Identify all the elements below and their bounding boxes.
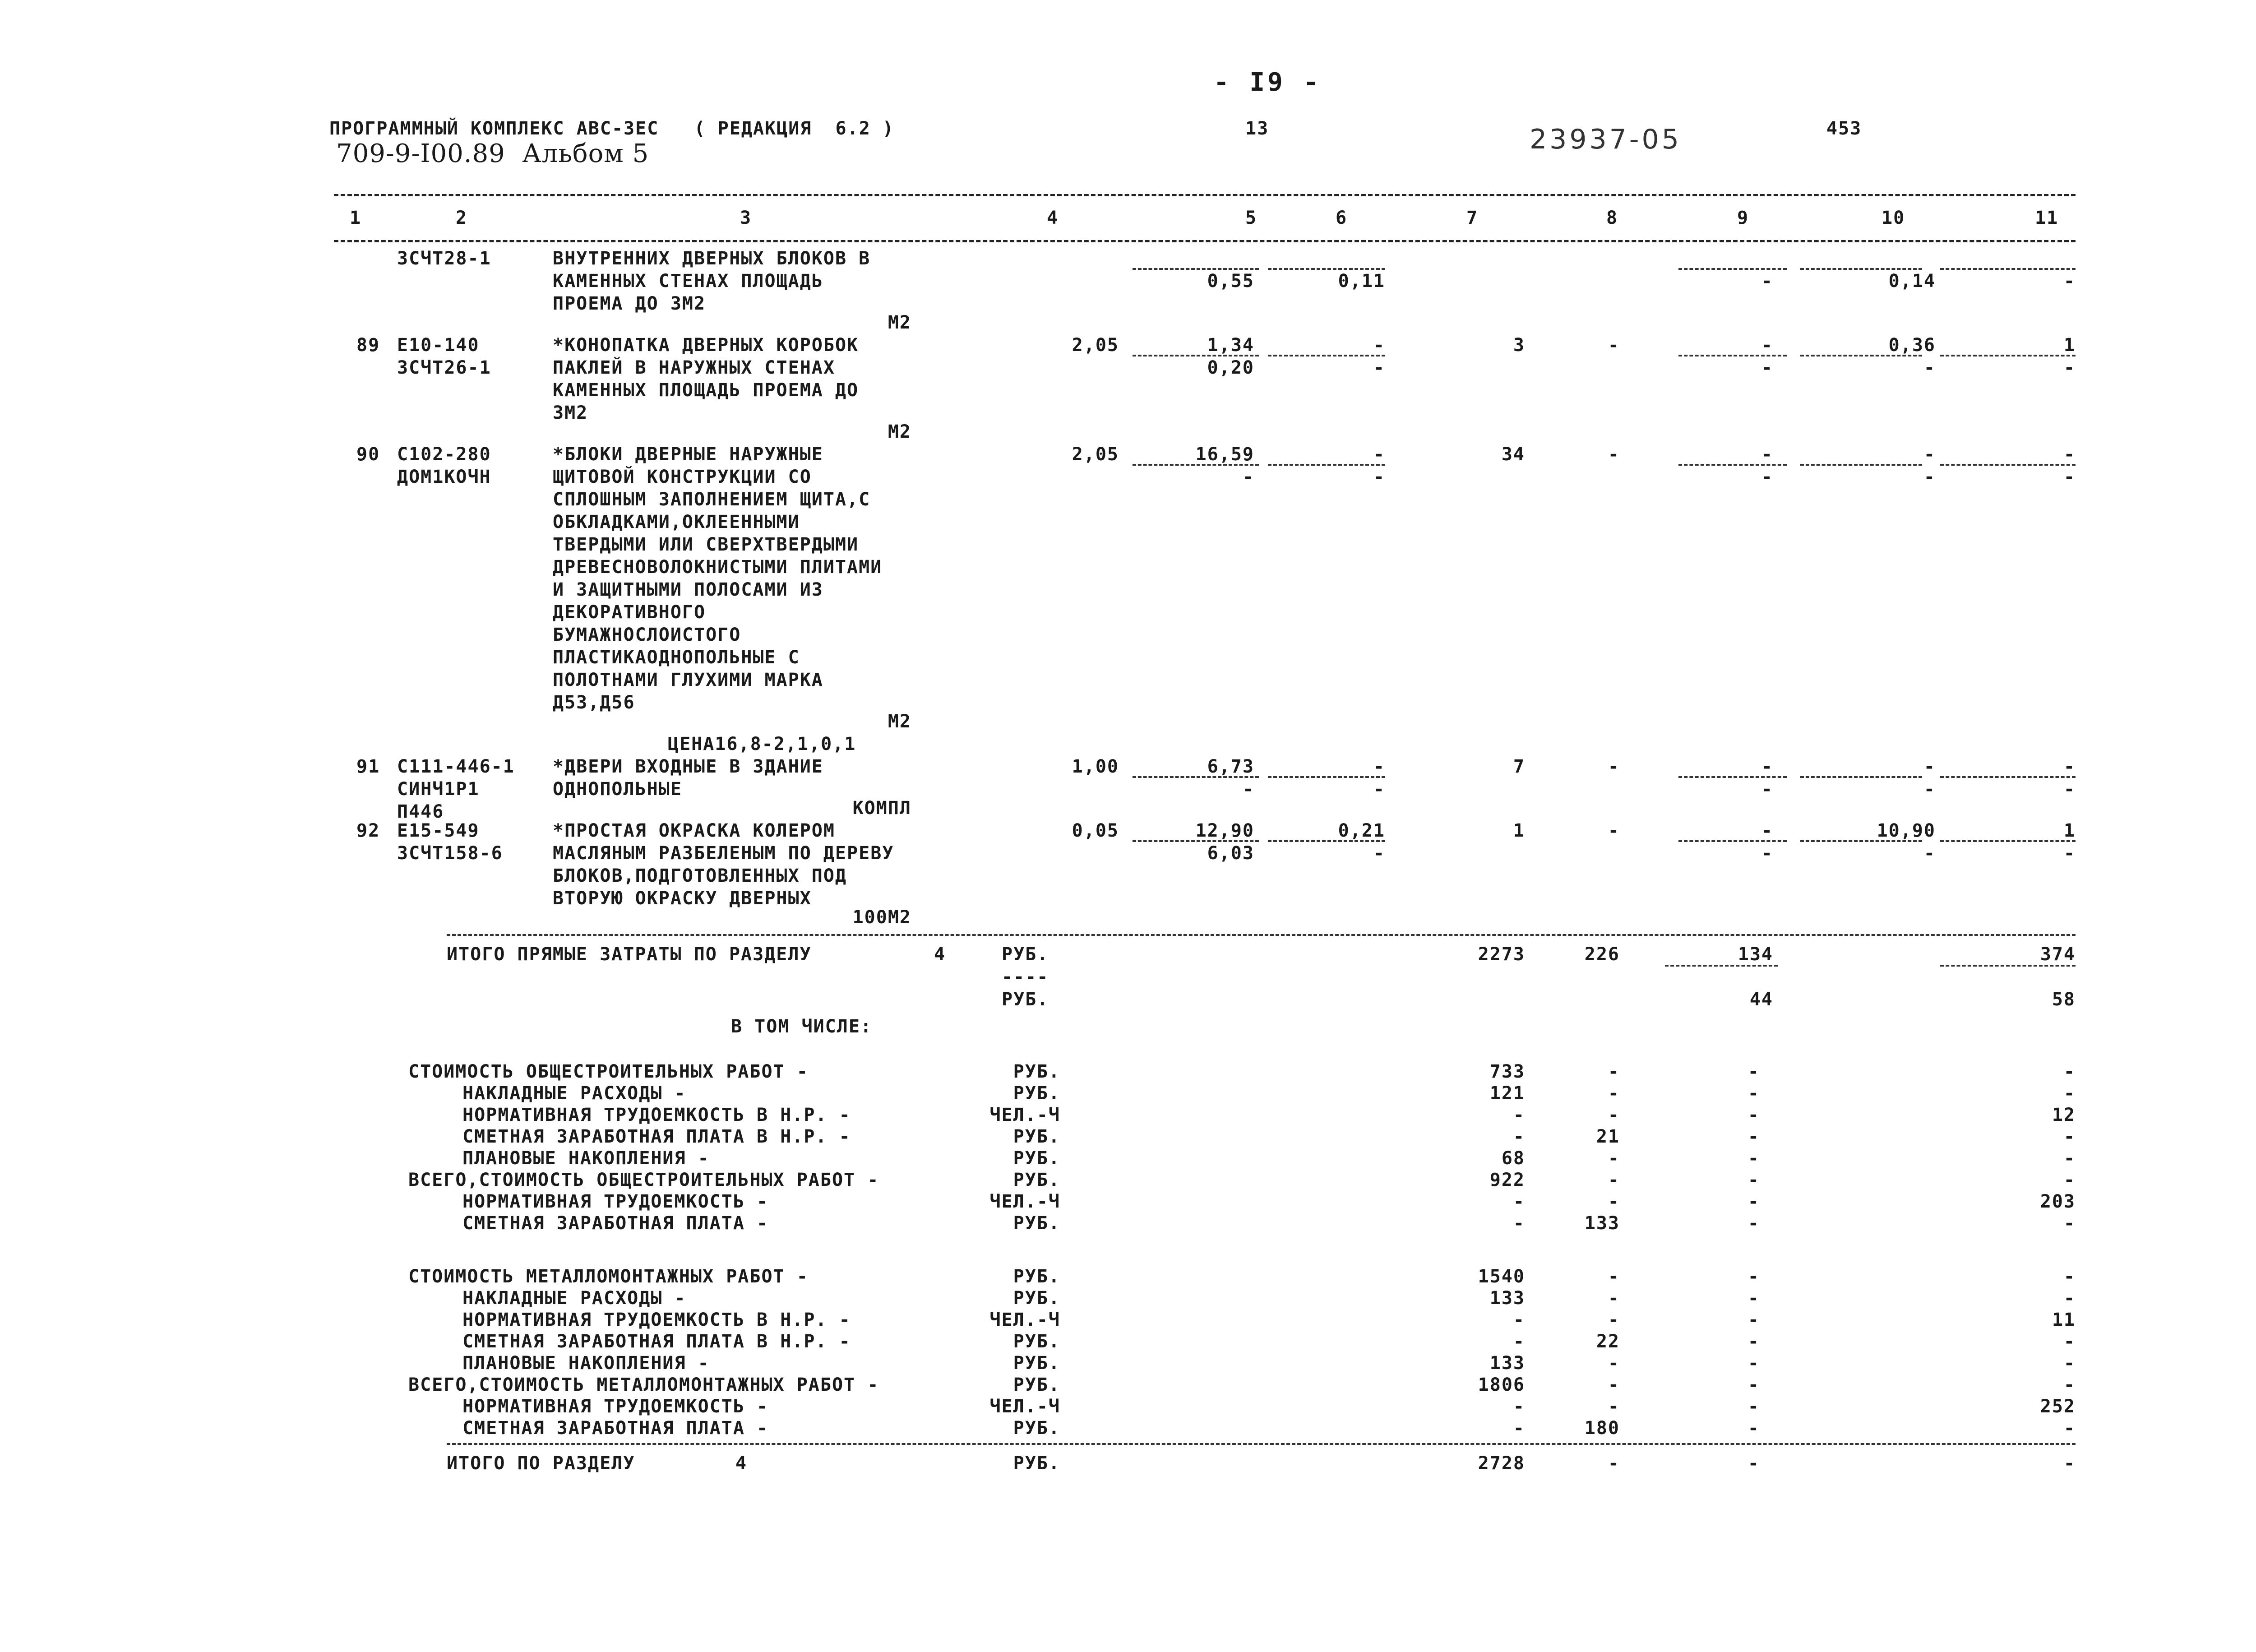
- section-total-c11: -: [2063, 1453, 2076, 1474]
- value-c9: -: [1761, 444, 1773, 465]
- value-underline: [1800, 776, 1922, 778]
- work-description: ПОЛОТНАМИ ГЛУХИМИ МАРКА: [553, 670, 823, 690]
- value-underline: [1800, 355, 1922, 356]
- column-number: 9: [1737, 208, 1749, 228]
- value-c10-secondary: -: [1923, 843, 1936, 864]
- value-c10-secondary: -: [1923, 779, 1936, 800]
- column-number: 8: [1606, 208, 1618, 228]
- work-description: ДРЕВЕСНОВОЛОКНИСТЫМИ ПЛИТАМИ: [553, 557, 883, 578]
- value-c10: 10,90: [1877, 820, 1936, 841]
- summary-label: НОРМАТИВНАЯ ТРУДОЕМКОСТЬ В Н.Р. -: [462, 1105, 851, 1125]
- summary-value-c8: 22: [1596, 1331, 1620, 1352]
- value-c9-secondary: -: [1761, 467, 1773, 487]
- section-number: 4: [934, 944, 946, 965]
- value-underline: [1268, 355, 1385, 356]
- summary-value-c8: -: [1608, 1061, 1620, 1082]
- summary-unit: РУБ.: [1013, 1353, 1060, 1374]
- direct-costs-label: ИТОГО ПРЯМЫЕ ЗАТРАТЫ ПО РАЗДЕЛУ: [447, 944, 812, 965]
- summary-value-c11: -: [2063, 1126, 2076, 1147]
- column-number: 5: [1245, 208, 1257, 228]
- summary-unit: РУБ.: [1013, 1213, 1060, 1234]
- summary-value-c8: 133: [1584, 1213, 1620, 1234]
- direct-total-c11-secondary: 58: [2052, 989, 2076, 1010]
- unit-label: М2: [888, 421, 911, 442]
- rate-code-tertiary: П446: [397, 801, 444, 822]
- column-number: 1: [350, 208, 362, 228]
- value-underline: [1940, 355, 2076, 356]
- summary-value-c7: -: [1513, 1126, 1525, 1147]
- unit-label: КОМПЛ: [852, 798, 911, 819]
- summary-value-c8: -: [1608, 1288, 1620, 1309]
- value-c11-secondary: -: [2063, 779, 2076, 800]
- summary-label: СМЕТНАЯ ЗАРАБОТНАЯ ПЛАТА -: [462, 1213, 769, 1234]
- value-c5-secondary: -: [1242, 779, 1254, 800]
- value-underline: [1268, 840, 1385, 842]
- work-description: ПРОЕМА ДО 3М2: [553, 293, 706, 314]
- value-c6-secondary: -: [1373, 843, 1385, 864]
- work-description: ВНУТРЕННИХ ДВЕРНЫХ БЛОКОВ В: [553, 248, 871, 269]
- summary-value-c8: -: [1608, 1148, 1620, 1169]
- summary-label: СМЕТНАЯ ЗАРАБОТНАЯ ПЛАТА В Н.Р. -: [462, 1126, 851, 1147]
- value-c11-secondary: -: [2063, 271, 2076, 292]
- column-number: 2: [456, 208, 468, 228]
- summary-unit: РУБ.: [1013, 1418, 1060, 1439]
- value-c5: 12,90: [1195, 820, 1254, 841]
- summary-value-c7: -: [1513, 1191, 1525, 1212]
- value-c10-secondary: -: [1923, 357, 1936, 378]
- value-c6-secondary: -: [1373, 467, 1385, 487]
- value-c4: 2,05: [1072, 335, 1119, 356]
- direct-total-c8: 226: [1584, 944, 1620, 965]
- summary-unit: ЧЕЛ.-Ч: [989, 1396, 1060, 1417]
- summary-value-c7: 922: [1489, 1170, 1525, 1190]
- section-total-label: ИТОГО ПО РАЗДЕЛУ: [447, 1453, 635, 1474]
- value-c9: -: [1761, 335, 1773, 356]
- summary-unit: РУБ.: [1013, 1083, 1060, 1104]
- summary-value-c9: -: [1747, 1213, 1760, 1234]
- unit-rub: РУБ.: [1002, 944, 1049, 965]
- column-number: 3: [740, 208, 752, 228]
- value-c6-secondary: -: [1373, 779, 1385, 800]
- value-c4: 1,00: [1072, 756, 1119, 777]
- work-description: 3М2: [553, 403, 588, 423]
- work-description: ОБКЛАДКАМИ,ОКЛЕЕННЫМИ: [553, 512, 800, 532]
- summary-value-c11: -: [2063, 1083, 2076, 1104]
- value-c9-secondary: -: [1761, 779, 1773, 800]
- value-c7: 7: [1513, 756, 1525, 777]
- summary-value-c9: -: [1747, 1191, 1760, 1212]
- column-number: 6: [1336, 208, 1348, 228]
- value-c9-secondary: -: [1761, 271, 1773, 292]
- row-number: 92: [356, 820, 380, 841]
- value-underline: [1678, 464, 1787, 466]
- summary-value-c11: 203: [2040, 1191, 2076, 1212]
- rate-code-secondary: 3СЧТ26-1: [397, 357, 491, 378]
- summary-value-c11: -: [2063, 1331, 2076, 1352]
- value-underline: [1940, 965, 2076, 967]
- summary-unit: ЧЕЛ.-Ч: [989, 1310, 1060, 1330]
- summary-value-c9: -: [1747, 1148, 1760, 1169]
- program-header: ПРОГРАММНЫЙ КОМПЛЕКС АВС-3ЕС ( РЕДАКЦИЯ 6.2 ): [329, 118, 894, 139]
- value-underline: [1940, 268, 2076, 270]
- value-underline: [1678, 355, 1787, 356]
- dash-mark: ----: [1002, 967, 1049, 987]
- summary-value-c9: -: [1747, 1418, 1760, 1439]
- work-description: БЛОКОВ,ПОДГОТОВЛЕННЫХ ПОД: [553, 865, 847, 886]
- work-description: ВТОРУЮ ОКРАСКУ ДВЕРНЫХ: [553, 888, 812, 909]
- summary-value-c8: 21: [1596, 1126, 1620, 1147]
- value-c6-secondary: -: [1373, 357, 1385, 378]
- unit-rub: РУБ.: [1002, 989, 1049, 1010]
- value-c9-secondary: -: [1761, 357, 1773, 378]
- row-number: 90: [356, 444, 380, 465]
- row-number: 91: [356, 756, 380, 777]
- value-underline: [1940, 840, 2076, 842]
- including-label: В ТОМ ЧИСЛЕ:: [731, 1016, 872, 1037]
- summary-unit: РУБ.: [1013, 1288, 1060, 1309]
- work-description: *ПРОСТАЯ ОКРАСКА КОЛЕРОМ: [553, 820, 835, 841]
- summary-value-c8: -: [1608, 1170, 1620, 1190]
- handwritten-number: 23937-05: [1530, 124, 1682, 155]
- summary-value-c8: -: [1608, 1353, 1620, 1374]
- row-number: 89: [356, 335, 380, 356]
- price-note: ЦЕНА16,8-2,1,0,1: [668, 734, 856, 754]
- value-c10-secondary: -: [1923, 467, 1936, 487]
- section-total-c7: 2728: [1478, 1453, 1525, 1474]
- summary-value-c9: -: [1747, 1061, 1760, 1082]
- summary-label: ПЛАНОВЫЕ НАКОПЛЕНИЯ -: [462, 1353, 710, 1374]
- value-c11-secondary: -: [2063, 357, 2076, 378]
- album-title: 709-9-I00.89 Альбом 5: [336, 139, 649, 168]
- work-description: ТВЕРДЫМИ ИЛИ СВЕРХТВЕРДЫМИ: [553, 534, 859, 555]
- value-c11: -: [2063, 756, 2076, 777]
- final-rule: [447, 1443, 2076, 1445]
- value-underline: [1940, 464, 2076, 466]
- value-c5: 16,59: [1195, 444, 1254, 465]
- direct-total-c11: 374: [2040, 944, 2076, 965]
- value-c11-secondary: -: [2063, 467, 2076, 487]
- value-underline: [1268, 464, 1385, 466]
- summary-value-c11: -: [2063, 1213, 2076, 1234]
- work-description: ПЛАСТИКАОДНОПОЛЬНЫЕ С: [553, 647, 800, 668]
- rate-code: Е10-140: [397, 335, 480, 356]
- value-c10: -: [1923, 756, 1936, 777]
- value-underline: [1800, 464, 1922, 466]
- summary-value-c8: -: [1608, 1105, 1620, 1125]
- value-underline: [1800, 840, 1922, 842]
- rate-code: Е15-549: [397, 820, 480, 841]
- value-c5-secondary: 0,20: [1207, 357, 1254, 378]
- value-c5-secondary: 0,55: [1207, 271, 1254, 292]
- value-c8: -: [1608, 335, 1620, 356]
- value-c10-secondary: 0,14: [1888, 271, 1936, 292]
- column-number: 4: [1047, 208, 1059, 228]
- direct-total-c9-secondary: 44: [1749, 989, 1773, 1010]
- value-c7: 34: [1501, 444, 1525, 465]
- summary-unit: РУБ.: [1013, 1126, 1060, 1147]
- column-number: 7: [1466, 208, 1479, 228]
- summary-value-c11: -: [2063, 1418, 2076, 1439]
- work-description: ОДНОПОЛЬНЫЕ: [553, 779, 682, 800]
- summary-value-c11: -: [2063, 1170, 2076, 1190]
- value-c7: 3: [1513, 335, 1525, 356]
- value-c9: -: [1761, 820, 1773, 841]
- page-number: - I9 -: [1214, 68, 1322, 97]
- work-description: И ЗАЩИТНЫМИ ПОЛОСАМИ ИЗ: [553, 579, 823, 600]
- value-underline: [1678, 776, 1787, 778]
- value-c5: 6,73: [1207, 756, 1254, 777]
- summary-value-c11: -: [2063, 1288, 2076, 1309]
- summary-label: НАКЛАДНЫЕ РАСХОДЫ -: [462, 1288, 686, 1309]
- value-underline: [1940, 776, 2076, 778]
- value-c5-secondary: 6,03: [1207, 843, 1254, 864]
- summary-value-c8: -: [1608, 1266, 1620, 1287]
- value-underline: [1268, 268, 1385, 270]
- summary-label: СМЕТНАЯ ЗАРАБОТНАЯ ПЛАТА В Н.Р. -: [462, 1331, 851, 1352]
- unit-label: М2: [888, 711, 911, 732]
- value-c6-secondary: 0,11: [1338, 271, 1385, 292]
- summary-value-c11: -: [2063, 1148, 2076, 1169]
- value-c11: 1: [2063, 335, 2076, 356]
- summary-unit: РУБ.: [1013, 1061, 1060, 1082]
- summary-label: СМЕТНАЯ ЗАРАБОТНАЯ ПЛАТА -: [462, 1418, 769, 1439]
- rate-code-secondary: СИНЧ1Р1: [397, 779, 480, 800]
- value-underline: [1800, 268, 1922, 270]
- summary-value-c7: -: [1513, 1418, 1525, 1439]
- direct-total-c7: 2273: [1478, 944, 1525, 965]
- summary-value-c9: -: [1747, 1170, 1760, 1190]
- summary-value-c8: -: [1608, 1374, 1620, 1395]
- summary-unit: ЧЕЛ.-Ч: [989, 1191, 1060, 1212]
- value-c7: 1: [1513, 820, 1525, 841]
- value-c9: -: [1761, 756, 1773, 777]
- summary-value-c7: 68: [1501, 1148, 1525, 1169]
- summary-value-c9: -: [1747, 1353, 1760, 1374]
- summary-value-c11: 12: [2052, 1105, 2076, 1125]
- summary-unit: РУБ.: [1013, 1331, 1060, 1352]
- summary-label: НАКЛАДНЫЕ РАСХОДЫ -: [462, 1083, 686, 1104]
- summary-value-c7: 121: [1489, 1083, 1525, 1104]
- value-c10: 0,36: [1888, 335, 1936, 356]
- summary-unit: ЧЕЛ.-Ч: [989, 1105, 1060, 1125]
- summary-value-c7: -: [1513, 1396, 1525, 1417]
- summary-label: ВСЕГО,СТОИМОСТЬ МЕТАЛЛОМОНТАЖНЫХ РАБОТ -: [408, 1374, 879, 1395]
- summary-value-c11: -: [2063, 1061, 2076, 1082]
- summary-value-c7: 733: [1489, 1061, 1525, 1082]
- summary-value-c9: -: [1747, 1396, 1760, 1417]
- value-underline: [1133, 355, 1259, 356]
- summary-value-c11: -: [2063, 1353, 2076, 1374]
- summary-value-c11: 11: [2052, 1310, 2076, 1330]
- value-underline: [1678, 268, 1787, 270]
- summary-value-c9: -: [1747, 1126, 1760, 1147]
- summary-value-c8: -: [1608, 1083, 1620, 1104]
- summary-value-c9: -: [1747, 1266, 1760, 1287]
- section-total-c9: -: [1747, 1453, 1760, 1474]
- value-c8: -: [1608, 756, 1620, 777]
- value-c8: -: [1608, 444, 1620, 465]
- summary-label: СТОИМОСТЬ ОБЩЕСТРОИТЕЛЬНЫХ РАБОТ -: [408, 1061, 809, 1082]
- summary-value-c7: 133: [1489, 1288, 1525, 1309]
- value-c4: 2,05: [1072, 444, 1119, 465]
- summary-value-c9: -: [1747, 1105, 1760, 1125]
- work-description: ЩИТОВОЙ КОНСТРУКЦИИ СО: [553, 467, 812, 487]
- summary-label: СТОИМОСТЬ МЕТАЛЛОМОНТАЖНЫХ РАБОТ -: [408, 1266, 809, 1287]
- work-description: ПАКЛЕЙ В НАРУЖНЫХ СТЕНАХ: [553, 357, 835, 378]
- rate-code: С111-446-1: [397, 756, 515, 777]
- value-underline: [1678, 840, 1787, 842]
- header-code-453: 453: [1826, 118, 1862, 139]
- value-c5: 1,34: [1207, 335, 1254, 356]
- summary-label: НОРМАТИВНАЯ ТРУДОЕМКОСТЬ -: [462, 1191, 769, 1212]
- summary-value-c7: -: [1513, 1105, 1525, 1125]
- value-c11: -: [2063, 444, 2076, 465]
- summary-label: ВСЕГО,СТОИМОСТЬ ОБЩЕСТРОИТЕЛЬНЫХ РАБОТ -: [408, 1170, 879, 1190]
- unit-label: М2: [888, 312, 911, 333]
- summary-unit: РУБ.: [1013, 1170, 1060, 1190]
- work-description: *КОНОПАТКА ДВЕРНЫХ КОРОБОК: [553, 335, 859, 356]
- value-underline: [1133, 840, 1259, 842]
- value-c9-secondary: -: [1761, 843, 1773, 864]
- summary-value-c11: -: [2063, 1266, 2076, 1287]
- value-c6: -: [1373, 756, 1385, 777]
- value-c11: 1: [2063, 820, 2076, 841]
- rate-code-secondary: 3СЧТ158-6: [397, 843, 503, 864]
- work-description: *БЛОКИ ДВЕРНЫЕ НАРУЖНЫЕ: [553, 444, 823, 465]
- rate-code: 3СЧТ28-1: [397, 248, 491, 269]
- value-underline: [1268, 776, 1385, 778]
- summary-label: ПЛАНОВЫЕ НАКОПЛЕНИЯ -: [462, 1148, 710, 1169]
- header-rule-bottom: [334, 240, 2076, 242]
- work-description: МАСЛЯНЫМ РАЗБЕЛЕНЫМ ПО ДЕРЕВУ: [553, 843, 894, 864]
- section-number: 4: [735, 1453, 748, 1474]
- value-c11-secondary: -: [2063, 843, 2076, 864]
- summary-value-c11: 252: [2040, 1396, 2076, 1417]
- work-description: БУМАЖНОСЛОИСТОГО: [553, 625, 741, 645]
- value-underline: [1133, 268, 1259, 270]
- summary-value-c7: -: [1513, 1331, 1525, 1352]
- summary-value-c9: -: [1747, 1310, 1760, 1330]
- section-total-c8: -: [1608, 1453, 1620, 1474]
- summary-unit: РУБ.: [1013, 1148, 1060, 1169]
- value-c8: -: [1608, 820, 1620, 841]
- work-description: КАМЕННЫХ СТЕНАХ ПЛОЩАДЬ: [553, 271, 823, 292]
- summary-value-c9: -: [1747, 1331, 1760, 1352]
- value-underline: [1133, 464, 1259, 466]
- value-underline: [1665, 965, 1778, 967]
- work-description: *ДВЕРИ ВХОДНЫЕ В ЗДАНИЕ: [553, 756, 823, 777]
- value-c6: -: [1373, 335, 1385, 356]
- header-rule-top: [334, 194, 2076, 196]
- summary-value-c9: -: [1747, 1083, 1760, 1104]
- value-c6: 0,21: [1338, 820, 1385, 841]
- summary-value-c7: 133: [1489, 1353, 1525, 1374]
- rate-code-secondary: ДОМ1КОЧН: [397, 467, 491, 487]
- work-description: СПЛОШНЫМ ЗАПОЛНЕНИЕМ ЩИТА,С: [553, 489, 871, 510]
- value-c10: -: [1923, 444, 1936, 465]
- work-description: ДЕКОРАТИВНОГО: [553, 602, 706, 623]
- summary-value-c7: -: [1513, 1213, 1525, 1234]
- summary-label: НОРМАТИВНАЯ ТРУДОЕМКОСТЬ -: [462, 1396, 769, 1417]
- rate-code: С102-280: [397, 444, 491, 465]
- summary-value-c7: 1540: [1478, 1266, 1525, 1287]
- summary-value-c8: -: [1608, 1310, 1620, 1330]
- summary-value-c11: -: [2063, 1374, 2076, 1395]
- work-description: КАМЕННЫХ ПЛОЩАДЬ ПРОЕМА ДО: [553, 380, 859, 401]
- direct-total-c9: 134: [1738, 944, 1773, 965]
- summary-value-c7: -: [1513, 1310, 1525, 1330]
- value-c6: -: [1373, 444, 1385, 465]
- summary-unit: РУБ.: [1013, 1266, 1060, 1287]
- work-description: Д53,Д56: [553, 692, 635, 713]
- summary-value-c9: -: [1747, 1374, 1760, 1395]
- column-number: 11: [2035, 208, 2059, 228]
- summary-value-c8: -: [1608, 1191, 1620, 1212]
- unit-label: 100М2: [852, 907, 911, 928]
- header-code-13: 13: [1245, 118, 1269, 139]
- summary-value-c9: -: [1747, 1288, 1760, 1309]
- value-c4: 0,05: [1072, 820, 1119, 841]
- summary-label: НОРМАТИВНАЯ ТРУДОЕМКОСТЬ В Н.Р. -: [462, 1310, 851, 1330]
- summary-unit: РУБ.: [1013, 1453, 1060, 1474]
- summary-value-c8: -: [1608, 1396, 1620, 1417]
- value-underline: [1133, 776, 1259, 778]
- value-c5-secondary: -: [1242, 467, 1254, 487]
- summary-value-c7: 1806: [1478, 1374, 1525, 1395]
- summary-unit: РУБ.: [1013, 1374, 1060, 1395]
- summary-value-c8: 180: [1584, 1418, 1620, 1439]
- column-number: 10: [1882, 208, 1905, 228]
- totals-rule: [447, 934, 2076, 936]
